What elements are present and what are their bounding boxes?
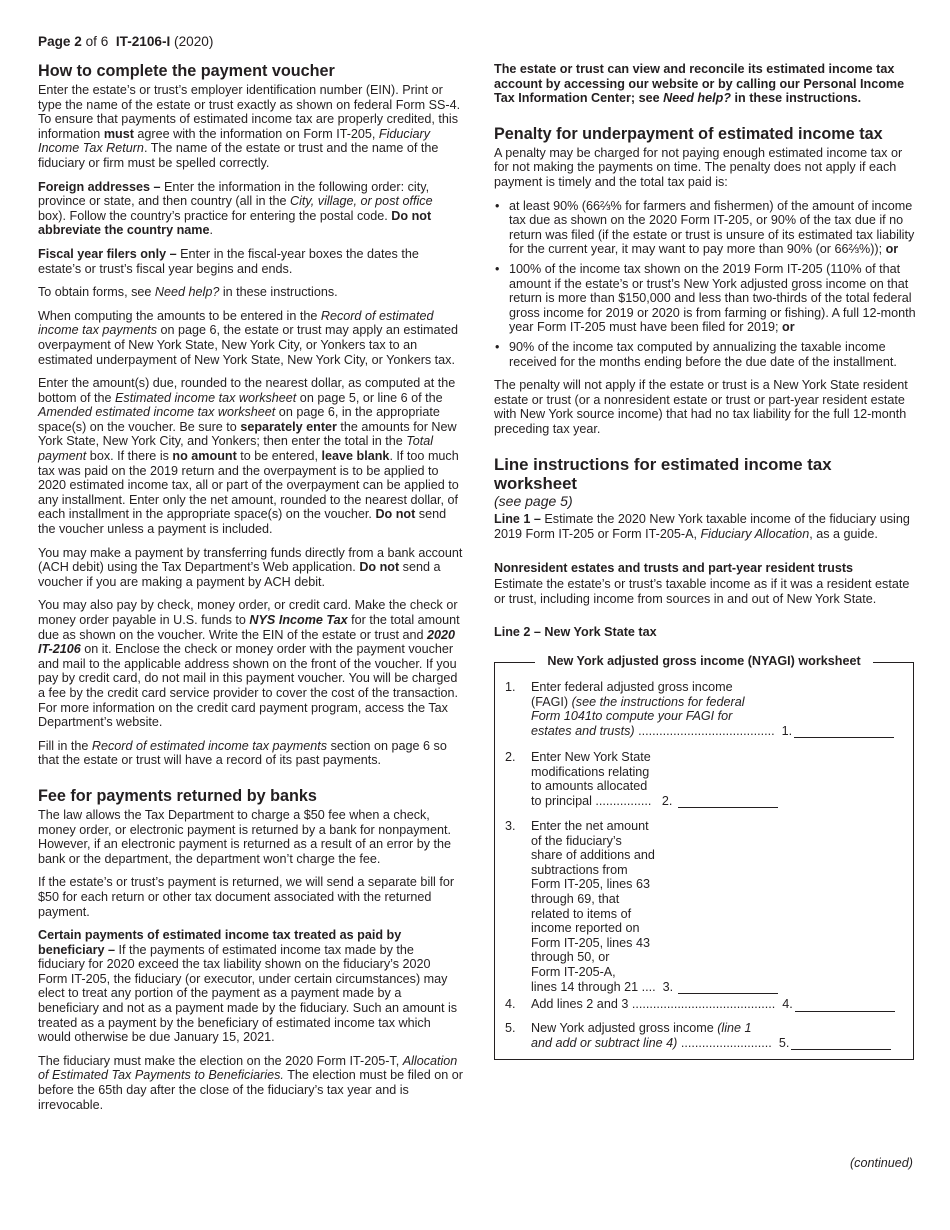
paragraph-check-payment: You may also pay by check, money order, or credit card. Make the check or money order payable in U.S. funds to NYS Income Tax for the total amount due as shown on the voucher. Write the EIN of the estate or trust and 2020 IT-2106 on it. Enclose the check or money order with the payment voucher and mail to the applicable address shown on the front of the voucher. If you pay by credit card, do not mail in this payment voucher. You will be charged a fee by the credit card service provider to cover the cost of the transaction. For more information on the credit card payment program, access the Tax Department’s website. [38,598,460,730]
form-year: (2020) [174,34,214,49]
heading-line2: Line 2 – New York State tax [494,625,657,640]
paragraph-fee-law: The law allows the Tax Department to charge a $50 fee when a check, money order, or electronic payment is returned by a bank for nonpayment. However, if an electronic payment is returned as a result of an error by the bank or the department, the department won’t charge the fee. [38,807,452,866]
paragraph-penalty: A penalty may be charged for not paying enough estimated income tax or for not making the payments on time. The penalty does not apply if each payment is timely and the total tax paid is: [494,145,903,189]
paragraph-election: The fiduciary must make the election on the 2020 Form IT-205-T, Allocation of Estimated Tax Payments to Beneficiaries. The election must be filed on or before the 65th day after the close of the fiduciary’s tax year and is irrevocable. [38,1053,463,1112]
right-column [494,62,916,1060]
paragraph-ein: Enter the estate’s or trust’s employer identification number (EIN). Print or type the name of the estate or trust exactly as shown on federal Form SS-4. To ensure that payments of estimated income tax are properly credited, this information must agree with the information on Form IT-205, Fiduciary Income Tax Return. The name of the estate or trust and the name of the fiduciary or firm must be spelled correctly. [38,83,461,170]
page-of: of 6 [85,34,109,49]
paragraph-foreign-addresses: Foreign addresses – Enter the information in the following order: city, province or state, and then country (all in the City, village, or post office box). Follow the country’s practice for entering the postal code. Do not abbreviate the country name. [38,179,433,238]
nyagi-worksheet: New York adjusted gross income (NYAGI) worksheet 1. Enter federal adjusted gross income (FAGI) (see the instructions for federal Form 1041to compute your FAGI for estates and trusts) ....................................... 1. 2. Enter New York State modifications relating to amounts allocated to principal ................ 2. 3. Enter the net amount of the fiduciary’s share of additions and subtractions from Form IT-205, lines 63 through 69, that related to items of income reported on Form IT-205, lines 43 through 50, or Form IT-205-A, lines 14 through 21 .... 3. 4. Add lines 2 and 3 ......................................... 4. 5. New York adjusted gross income (line 1 and add or subtract line 4) .......................... 5. [494,662,914,1060]
line-2-entry[interactable] [678,795,778,808]
heading-nonresident: Nonresident estates and trusts and part-year resident trusts [494,560,854,575]
list-item: • 90% of the income tax computed by annualizing the taxable income received for the months ending before the due date of the installment. [494,340,916,369]
worksheet-title: New York adjusted gross income (NYAGI) worksheet [495,654,913,669]
left-column [38,62,463,1121]
form-id: IT-2106-I [115,34,171,49]
paragraph-penalty-exception: The penalty will not apply if the estate or trust is a New York State resident estate or trust (or a nonresident estate or trust or part-year resident estate with New York source income) that had no tax liability for the full 12-month preceding tax year. [494,378,908,436]
paragraph-nonresident: Estimate the estate’s or trust’s taxable income as if it was a resident estate or trust, including income from sources in and out of New York State. [494,577,910,606]
paragraph-amounts-due: Enter the amount(s) due, rounded to the nearest dollar, as computed at the bottom of the Estimated income tax worksheet on page 5, or line 6 of the Amended estimated income tax worksheet on page 6, in the appropriate space(s) on the voucher. Be sure to separately enter the amounts for New York State, New York City, and Yonkers; then enter the total in the Total payment box. If there is no amount to be entered, leave blank. If too much tax was paid on the 2019 return and the overpayment is to be applied to 2020 estimated income tax, all or part of the overpayment can be applied to any installment. Enter only the net amount, rounded to the nearest dollar, of each installment in the appropriate space(s) on the voucher. Do not send the voucher unless a payment is included. [38,376,459,537]
line-4-entry[interactable] [795,999,895,1012]
penalty-conditions-list [494,199,916,370]
line-5-entry[interactable] [791,1037,891,1050]
paragraph-ach-debit: You may make a payment by transferring funds directly from a bank account (ACH debit) using the Tax Department’s Web application. Do not send a voucher if you are making a payment by ACH debit. [38,545,463,589]
list-item: • 100% of the income tax shown on the 2019 Form IT-205 (110% of that amount if the estate’s or trust’s New York adjusted gross income on that return is more than $150,000 and less than two-thirds of the total federal gross income for 2019 or 2020 is from farming or fishing). A full 12-month year Form IT-205 must have been filed for 2019; or [494,262,916,335]
paragraph-record: Fill in the Record of estimated income tax payments section on page 6 so that the estate or trust will have a record of its past payments. [38,738,447,768]
section-heading-penalty: Penalty for underpayment of estimated income tax [494,124,883,143]
paragraph-overpayment: When computing the amounts to be entered in the Record of estimated income tax payments on page 6, the estate or trust may apply an estimated overpayment of New York State, New York City, or Yonkers tax to an estimated underpayment of New York State, New York City, or Yonkers tax. [38,308,459,367]
section-heading-voucher: How to complete the payment voucher [38,62,335,80]
see-page-note: (see page 5) [494,493,573,510]
section-heading-line-instructions: Line instructions for estimated income tax worksheet [494,455,832,494]
paragraph-fee-bill: If the estate’s or trust’s payment is returned, we will send a separate bill for $50 for each return or other tax document associated with the returned payment. [38,875,455,919]
section-heading-fee: Fee for payments returned by banks [38,786,317,805]
paragraph-view-account: The estate or trust can view and reconcile its estimated income tax account by accessing our website or by calling our Personal Income Tax Information Center; see Need help? in these instructions. [494,62,905,106]
line-3-entry[interactable] [678,981,778,994]
continued-note: (continued) [849,1156,913,1170]
page-header [38,35,213,50]
paragraph-fiscal-year: Fiscal year filers only – Enter in the fiscal-year boxes the dates the estate’s or trust’s fiscal year begins and ends. [38,246,419,276]
paragraph-line1: Line 1 – Estimate the 2020 New York taxable income of the fiduciary using 2019 Form IT-205 or Form IT-205-A, Fiduciary Allocation, as a guide. [494,512,910,542]
paragraph-obtain-forms: To obtain forms, see Need help? in these instructions. [38,285,338,300]
line-1-entry[interactable] [794,725,894,738]
list-item: • at least 90% (66⅔% for farmers and fishermen) of the amount of income tax due as shown on the 2020 Form IT-205, or 90% of the tax due if no return was filed (if the estate or trust is unsure of its estimated tax liability for the current year, it may want to pay more than 90% (or 66⅔%)); or [494,199,916,257]
page-label: Page 2 [38,34,82,49]
paragraph-beneficiary: Certain payments of estimated income tax treated as paid by beneficiary – If the payments of estimated income tax made by the fiduciary for 2020 exceed the tax liability shown on the fiduciary’s 2020 Form IT-205, the fiduciary (or executor, under certain circumstances) may elect to treat any portion of the payment as a payment made by a beneficiary and not as a payment made by the fiduciary. Such an amount is treated as a payment by the beneficiary of estimated income tax which would otherwise be due January 15, 2021. [38,928,458,1045]
